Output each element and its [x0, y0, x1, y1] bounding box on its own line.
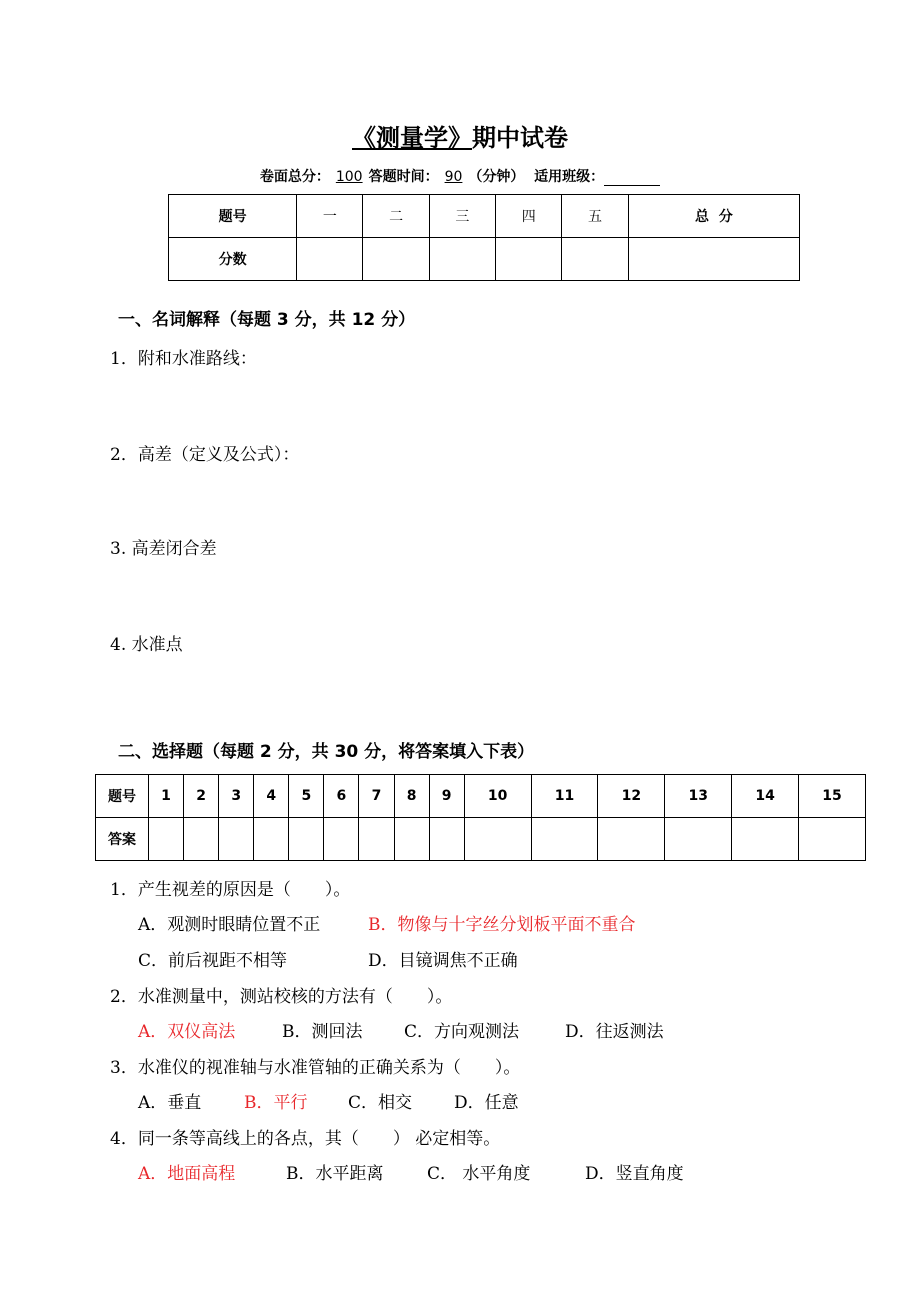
question-number-cell: 12 [598, 775, 665, 818]
time-unit: （分钟） [468, 169, 525, 185]
term-item-3: 3. 高差闭合差 [110, 539, 217, 559]
question-number-cell: 8 [394, 775, 429, 818]
answer-input-cell[interactable] [324, 818, 359, 861]
answer-table-head-label: 题号 [96, 775, 149, 818]
answer-input-cell[interactable] [359, 818, 394, 861]
score-cell: 四 [496, 195, 562, 238]
q2-option-d: D．往返测法 [565, 1022, 664, 1042]
answer-input-cell[interactable] [429, 818, 464, 861]
question-number-cell: 2 [184, 775, 219, 818]
answer-input-cell[interactable] [149, 818, 184, 861]
score-input-cell[interactable] [363, 238, 429, 281]
question-4-stem: 4．同一条等高线上的各点，其（ ） 必定相等。 [110, 1129, 501, 1149]
question-2-stem: 2．水准测量中，测站校核的方法有（ ）。 [110, 987, 453, 1007]
q2-option-b: B．测回法 [282, 1022, 363, 1042]
q3-option-d: D．任意 [454, 1093, 519, 1113]
question-number-cell: 4 [254, 775, 289, 818]
term-item-1: 1．附和水准路线： [110, 349, 257, 369]
term-item-4: 4. 水准点 [110, 635, 183, 655]
score-input-cell[interactable] [562, 238, 628, 281]
score-label-cell: 分数 [169, 238, 297, 281]
time-value: 90 [444, 169, 463, 185]
title-rest: 期中试卷 [472, 124, 568, 152]
question-number-cell: 9 [429, 775, 464, 818]
score-cell: 一 [297, 195, 363, 238]
title-book: 《测量学》 [352, 124, 472, 152]
answer-input-cell[interactable] [732, 818, 799, 861]
score-cell: 三 [429, 195, 495, 238]
question-number-cell: 7 [359, 775, 394, 818]
q3-option-c: C．相交 [348, 1093, 413, 1113]
question-3-stem: 3．水准仪的视准轴与水准管轴的正确关系为（ ）。 [110, 1058, 521, 1078]
q3-option-b: B．平行 [244, 1093, 308, 1113]
answer-table-number-row [96, 775, 866, 818]
question-number-cell: 10 [464, 775, 531, 818]
answer-input-cell[interactable] [184, 818, 219, 861]
answer-input-cell[interactable] [289, 818, 324, 861]
page-title [0, 118, 920, 153]
q1-option-a: A．观测时眼睛位置不正 [138, 915, 321, 935]
question-number-cell: 13 [665, 775, 732, 818]
exam-info [0, 166, 920, 186]
question-number-cell: 14 [732, 775, 799, 818]
question-number-cell: 1 [149, 775, 184, 818]
total-label: 卷面总分： [259, 169, 330, 185]
q3-option-a: A．垂直 [138, 1093, 202, 1113]
answer-input-cell[interactable] [464, 818, 531, 861]
answer-input-cell[interactable] [799, 818, 866, 861]
q1-option-b: B．物像与十字丝分划板平面不重合 [368, 915, 636, 935]
score-table-score-row [169, 238, 800, 281]
q4-option-a: A．地面高程 [138, 1164, 236, 1184]
score-cell: 二 [363, 195, 429, 238]
q1-option-d: D．目镜调焦不正确 [368, 951, 518, 971]
question-number-cell: 11 [531, 775, 598, 818]
question-number-cell: 3 [219, 775, 254, 818]
answer-input-cell[interactable] [394, 818, 429, 861]
question-1-stem: 1．产生视差的原因是（ ）。 [110, 880, 351, 900]
score-cell: 五 [562, 195, 628, 238]
class-blank[interactable] [604, 172, 660, 186]
question-number-cell: 5 [289, 775, 324, 818]
total-value: 100 [335, 169, 363, 185]
score-input-cell[interactable] [429, 238, 495, 281]
score-input-cell[interactable] [496, 238, 562, 281]
q4-option-c: C． 水平角度 [427, 1164, 531, 1184]
score-cell: 总 分 [628, 195, 799, 238]
score-input-cell[interactable] [628, 238, 799, 281]
score-table [168, 194, 800, 281]
section2-heading: 二、选择题（每题 2 分，共 30 分，将答案填入下表） [118, 742, 535, 762]
answer-input-cell[interactable] [219, 818, 254, 861]
q2-option-c: C．方向观测法 [404, 1022, 520, 1042]
question-number-cell: 15 [799, 775, 866, 818]
answer-table-answer-label: 答案 [96, 818, 149, 861]
answer-table [95, 774, 866, 861]
score-input-cell[interactable] [297, 238, 363, 281]
answer-input-cell[interactable] [598, 818, 665, 861]
class-label: 适用班级： [534, 169, 605, 185]
term-item-2: 2．高差（定义及公式）： [110, 445, 300, 465]
time-label: 答题时间： [368, 169, 439, 185]
answer-table-answer-row [96, 818, 866, 861]
score-table-header-row [169, 195, 800, 238]
q1-option-c: C．前后视距不相等 [138, 951, 288, 971]
q2-option-a: A．双仪高法 [138, 1022, 236, 1042]
q4-option-b: B．水平距离 [286, 1164, 384, 1184]
score-cell: 题号 [169, 195, 297, 238]
answer-input-cell[interactable] [254, 818, 289, 861]
answer-input-cell[interactable] [665, 818, 732, 861]
q4-option-d: D．竖直角度 [585, 1164, 684, 1184]
section1-heading: 一、名词解释（每题 3 分，共 12 分） [118, 310, 416, 330]
question-number-cell: 6 [324, 775, 359, 818]
answer-input-cell[interactable] [531, 818, 598, 861]
